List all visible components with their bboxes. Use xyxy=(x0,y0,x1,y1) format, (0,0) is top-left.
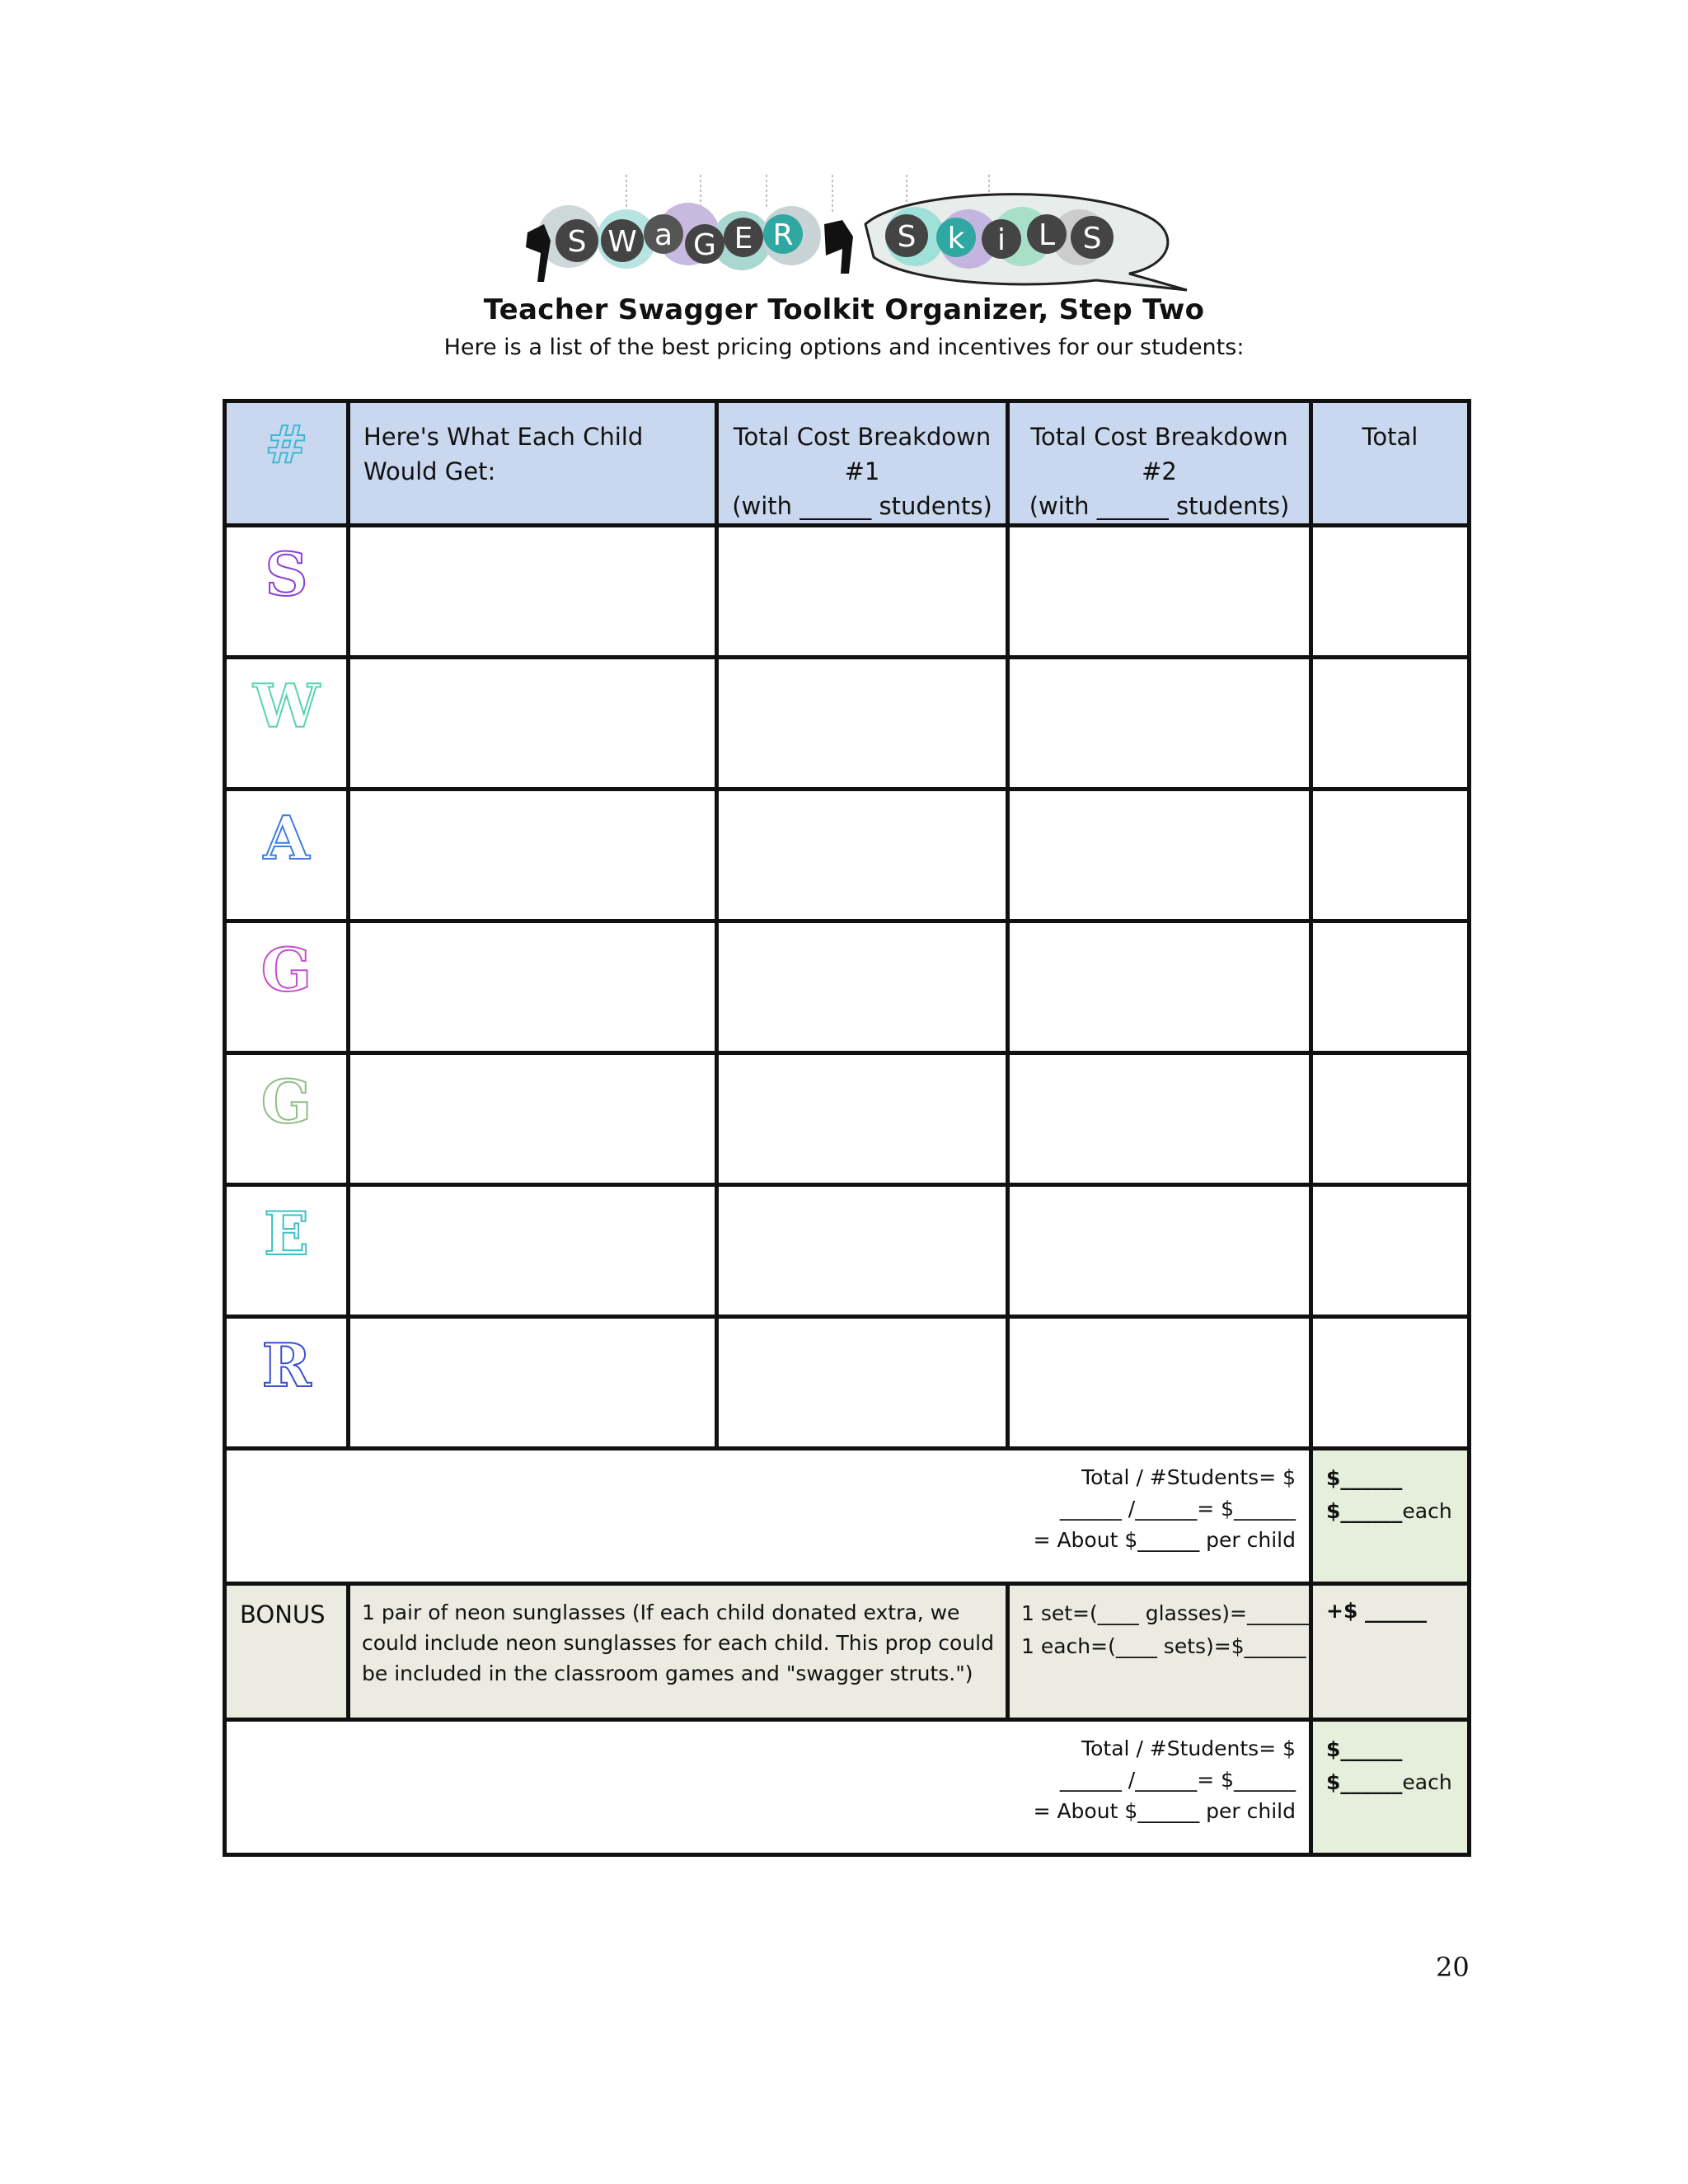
per-child-calc: Total / #Students= $ ______ /______= $______ = About $______ per child xyxy=(1033,1465,1296,1552)
breakdown1-header: Total Cost Breakdown #1 xyxy=(733,423,992,485)
svg-text:L: L xyxy=(1038,218,1056,252)
subtotal-row xyxy=(225,1449,1470,1584)
cell-total[interactable] xyxy=(1311,1317,1470,1449)
cell-total[interactable] xyxy=(1311,526,1470,658)
letter-r-icon: R xyxy=(261,1330,312,1400)
cell-breakdown1[interactable] xyxy=(717,1185,1008,1317)
table-header-row xyxy=(225,401,1470,526)
table-row xyxy=(225,658,1470,790)
cell-breakdown2[interactable] xyxy=(1008,1317,1311,1449)
cell-get[interactable] xyxy=(349,526,717,658)
breakdown2-students: (with ______ students) xyxy=(1029,492,1290,520)
cell-breakdown1[interactable] xyxy=(717,526,1008,658)
table-row xyxy=(225,921,1470,1053)
cell-total[interactable] xyxy=(1311,790,1470,921)
svg-text:W: W xyxy=(607,225,637,259)
breakdown2-header: Total Cost Breakdown #2 xyxy=(1030,423,1288,485)
hash-header-cell xyxy=(225,401,349,526)
cell-get[interactable] xyxy=(349,1317,717,1449)
cell-total[interactable] xyxy=(1311,1185,1470,1317)
table-row xyxy=(225,790,1470,921)
svg-text:G: G xyxy=(693,228,716,262)
letter-s-icon: S xyxy=(265,539,308,609)
svg-text:i: i xyxy=(996,223,1006,257)
breakdown1-header-cell xyxy=(717,401,1008,526)
cell-get[interactable] xyxy=(349,658,717,790)
page-number: 20 xyxy=(1436,1952,1470,1983)
bonus-label: BONUS xyxy=(225,1584,349,1720)
letter-w-icon: W xyxy=(253,671,320,741)
breakdown1-students: (with ______ students) xyxy=(732,492,992,520)
table-row xyxy=(225,1185,1470,1317)
cell-total[interactable] xyxy=(1311,1053,1470,1185)
get-header-cell xyxy=(349,401,717,526)
cell-breakdown2[interactable] xyxy=(1008,658,1311,790)
subtotal-cell[interactable]: $______ $______each xyxy=(1311,1449,1470,1584)
grand-total-cell[interactable]: $______ $______each xyxy=(1311,1720,1470,1855)
total-header: Total xyxy=(1362,423,1418,451)
bonus-description: 1 pair of neon sunglasses (If each child donated extra, we could include neon sunglasses for each child. This prop could be included in the classroom games and "swagger struts.") xyxy=(349,1584,1008,1720)
bonus-total[interactable]: +$ ______ xyxy=(1311,1584,1470,1720)
pricing-table xyxy=(223,399,1471,1857)
swagger-skills-logo xyxy=(519,175,1195,298)
cell-get[interactable] xyxy=(349,921,717,1053)
letter-g-icon: G xyxy=(260,1066,312,1137)
table-row xyxy=(225,1317,1470,1449)
svg-text:a: a xyxy=(654,218,673,252)
table-row xyxy=(225,526,1470,658)
cell-breakdown1[interactable] xyxy=(717,1053,1008,1185)
per-child-calc: Total / #Students= $ ______ /______= $______ = About $______ per child xyxy=(1033,1736,1296,1823)
total-header-cell xyxy=(1311,401,1470,526)
svg-text:E: E xyxy=(734,222,753,255)
cell-breakdown1[interactable] xyxy=(717,1317,1008,1449)
cell-breakdown1[interactable] xyxy=(717,790,1008,921)
cell-breakdown2[interactable] xyxy=(1008,526,1311,658)
svg-text:k: k xyxy=(947,222,965,255)
svg-text:S: S xyxy=(567,225,587,259)
cell-total[interactable] xyxy=(1311,658,1470,790)
cell-breakdown2[interactable] xyxy=(1008,921,1311,1053)
cell-breakdown2[interactable] xyxy=(1008,790,1311,921)
grand-total-row xyxy=(225,1720,1470,1855)
letter-e-icon: E xyxy=(264,1198,309,1268)
get-header: Here's What Each Child Would Get: xyxy=(363,423,644,485)
hash-icon: # xyxy=(265,415,308,475)
svg-text:R: R xyxy=(772,218,794,252)
svg-text:S: S xyxy=(1082,222,1102,255)
breakdown2-header-cell xyxy=(1008,401,1311,526)
cell-get[interactable] xyxy=(349,1053,717,1185)
letter-g-icon: G xyxy=(260,935,312,1005)
letter-a-icon: A xyxy=(263,803,310,873)
cell-get[interactable] xyxy=(349,790,717,921)
bonus-row xyxy=(225,1584,1470,1720)
cell-breakdown2[interactable] xyxy=(1008,1185,1311,1317)
bonus-calc[interactable]: 1 set=(____ glasses)=______ 1 each=(____ sets)=$______ xyxy=(1008,1584,1311,1720)
page-title: Teacher Swagger Toolkit Organizer, Step Two xyxy=(483,293,1205,326)
svg-text:S: S xyxy=(897,220,917,254)
page-subtitle: Here is a list of the best pricing options and incentives for our students: xyxy=(443,335,1245,360)
cell-breakdown1[interactable] xyxy=(717,921,1008,1053)
cell-get[interactable] xyxy=(349,1185,717,1317)
table-row xyxy=(225,1053,1470,1185)
cell-breakdown2[interactable] xyxy=(1008,1053,1311,1185)
cell-breakdown1[interactable] xyxy=(717,658,1008,790)
cell-total[interactable] xyxy=(1311,921,1470,1053)
